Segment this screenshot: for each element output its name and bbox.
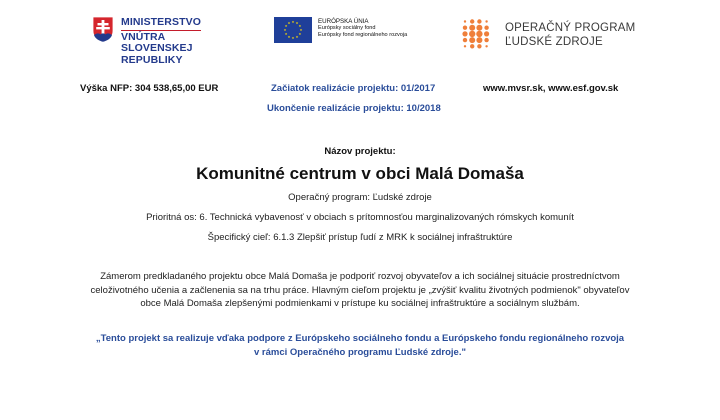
project-end: Ukončenie realizácie projektu: 10/2018	[267, 103, 441, 114]
op-dot	[477, 19, 481, 23]
description-line: obce Malá Domaša zlepšenými podmienkami v prístupe ku sociálnej infraštruktúre a sociálnym službám.	[140, 298, 580, 309]
funding-note	[30, 332, 690, 360]
project-description	[30, 270, 690, 311]
ministry-name	[121, 17, 252, 66]
op-dot	[470, 19, 474, 23]
op-dot	[476, 25, 482, 31]
ministry-line-1: MINISTERSTVO	[121, 17, 201, 31]
op-dot	[469, 31, 475, 37]
project-name-label: Názov projektu:	[324, 146, 396, 157]
op-dot	[469, 37, 475, 43]
op-text	[505, 21, 635, 49]
ministry-logo	[92, 16, 252, 66]
eu-logo	[274, 17, 444, 57]
project-start: Začiatok realizácie projektu: 01/2017	[271, 83, 436, 94]
slovak-coat-of-arms-icon	[92, 16, 114, 43]
op-dot	[469, 25, 475, 31]
op-dot	[485, 20, 487, 22]
op-dot	[462, 31, 467, 36]
specific-goal: Špecifický cieľ: 6.1.3 Zlepšiť prístup ľudí z MRK k sociálnej infraštruktúre	[207, 232, 513, 243]
eu-line-3: Európsky fond regionálneho rozvoja	[318, 32, 408, 39]
ministry-line-2: VNÚTRA	[121, 30, 166, 43]
funding-note-line: v rámci Operačného programu Ľudské zdroje."	[254, 347, 466, 358]
description-line: celoživotného učenia a začlenenia sa na trhu práce. Hlavným cieľom projektu je „zvýšiť kvalitu životných podmienok" obyvateľov	[90, 284, 630, 296]
priority-axis: Prioritná os: 6. Technická vybavenosť v obciach s prítomnosťou marginalizovaných rómskych komunít	[146, 212, 574, 223]
op-dot	[485, 45, 487, 47]
website-links: www.mvsr.sk, www.esf.gov.sk	[483, 83, 619, 94]
eu-line-1: EURÓPSKA ÚNIA	[318, 18, 369, 25]
op-logo	[461, 18, 641, 58]
description-line: Zámerom predkladaného projektu obce Malá Domaša je podporiť rozvoj obyvateľov a ich sociálnej situácie prostredníctvom	[100, 271, 620, 282]
op-dot	[484, 31, 489, 36]
op-dot	[476, 37, 482, 43]
nfp-amount: Výška NFP: 304 538,65,00 EUR	[80, 83, 219, 94]
op-dots-icon	[461, 18, 491, 50]
op-dot	[470, 44, 474, 48]
funding-note-line: „Tento projekt sa realizuje vďaka podpore z Európskeho sociálneho fondu a Európskeho fondu regionálneho rozvoja	[95, 333, 625, 344]
project-title: Komunitné centrum v obci Malá Domaša	[196, 164, 524, 183]
operational-program: Operačný program: Ľudské zdroje	[288, 192, 432, 203]
op-dot	[463, 26, 467, 30]
eu-line-2: Európsky sociálny fond	[318, 25, 376, 32]
op-dot	[484, 26, 488, 30]
op-dot	[464, 45, 466, 47]
eu-flag-icon	[274, 17, 312, 43]
op-dot	[463, 38, 467, 42]
op-dot	[464, 20, 466, 22]
op-dot	[477, 44, 481, 48]
op-dot	[476, 31, 482, 37]
op-dot	[484, 38, 488, 42]
op-line-2: ĽUDSKÉ ZDROJE	[505, 36, 603, 48]
op-line-1: OPERAČNÝ PROGRAM	[505, 22, 636, 34]
ministry-line-3: SLOVENSKEJ REPUBLIKY	[121, 42, 193, 66]
eu-text	[318, 18, 407, 40]
